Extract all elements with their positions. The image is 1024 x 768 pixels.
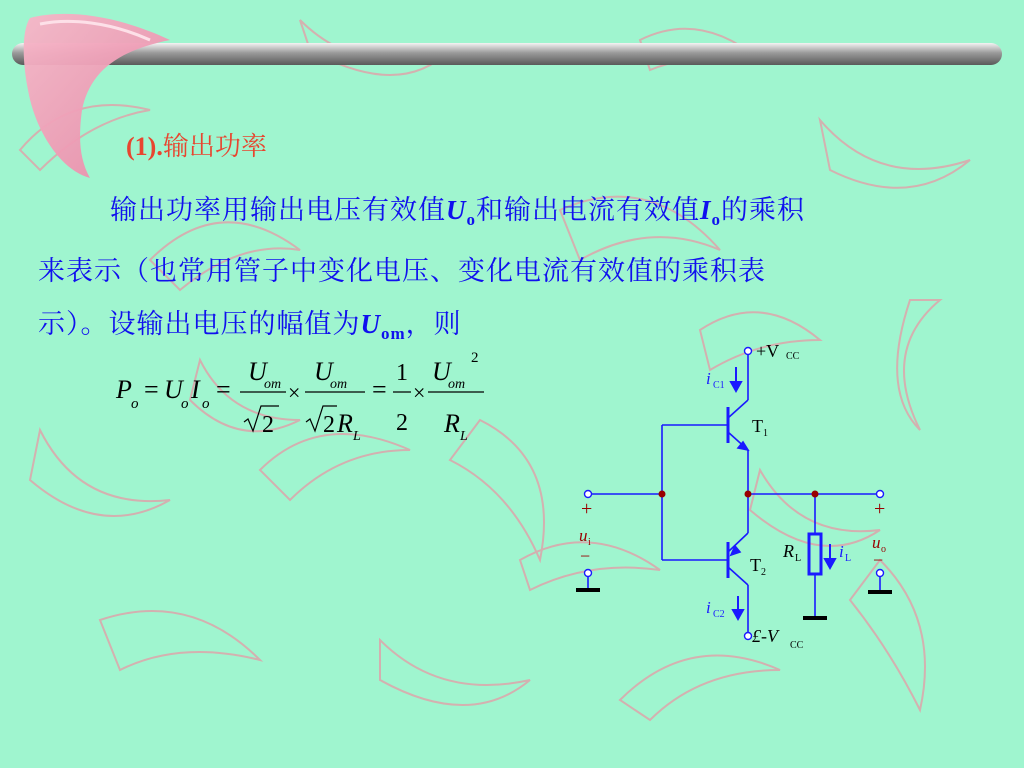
vcc-sub-label: CC bbox=[790, 640, 804, 651]
formula-sub-o: o bbox=[202, 396, 210, 412]
subscript-o: o bbox=[711, 210, 722, 229]
vcc-negative-label: £-V bbox=[752, 626, 778, 646]
formula-sub-om: om bbox=[264, 377, 282, 392]
ic1-sub: C1 bbox=[713, 380, 725, 391]
ui-label: u bbox=[579, 526, 588, 545]
vcc-sub-label: CC bbox=[786, 351, 800, 362]
transistor-t1 bbox=[728, 400, 748, 450]
formula-sub-L: L bbox=[460, 429, 468, 444]
formula-two: 2 bbox=[396, 410, 408, 436]
formula-sub-om: om bbox=[448, 377, 466, 392]
heading-number: (1). bbox=[126, 132, 163, 161]
formula-U: U bbox=[248, 357, 267, 386]
subscript-om: om bbox=[381, 324, 406, 343]
text-segment: 和输出电流有效值 bbox=[476, 195, 700, 226]
symbol-Uom: U bbox=[360, 309, 381, 339]
text-segment: ，则 bbox=[405, 309, 462, 340]
t1-label: T bbox=[752, 416, 763, 436]
formula-P: P bbox=[116, 375, 132, 404]
symbol-U: U bbox=[446, 195, 467, 225]
rl-label: R bbox=[783, 541, 794, 561]
uo-sub: o bbox=[881, 544, 886, 555]
paragraph-line-2: 来表示（也常用管子中变化电压、变化电流有效值的乘积表 bbox=[38, 256, 766, 287]
uo-label: u bbox=[872, 533, 881, 552]
input-plus: + bbox=[581, 498, 593, 520]
transistor-t2 bbox=[728, 533, 748, 585]
formula-times: × bbox=[288, 380, 301, 405]
formula-U: U bbox=[432, 357, 451, 386]
text-segment: 的乘积 bbox=[721, 195, 806, 226]
symbol-I: I bbox=[700, 195, 712, 225]
formula-times: × bbox=[413, 380, 426, 405]
formula-square: 2 bbox=[471, 350, 479, 366]
circuit-wires bbox=[588, 355, 880, 632]
formula-U: U bbox=[164, 375, 183, 404]
formula-sub-om: om bbox=[330, 377, 348, 392]
formula-eq: = bbox=[144, 375, 159, 404]
heading-title: 输出功率 bbox=[162, 132, 267, 162]
formula-U: U bbox=[314, 357, 333, 386]
formula-sqrt2: 2 bbox=[323, 412, 335, 438]
t2-label: T bbox=[750, 555, 761, 575]
formula-eq: = bbox=[216, 375, 231, 404]
t2-sub: 2 bbox=[761, 567, 766, 578]
formula-sub-L: L bbox=[353, 429, 361, 444]
formula-R: R bbox=[444, 409, 460, 438]
t1-sub: 1 bbox=[763, 428, 768, 439]
ic2-sub: C2 bbox=[713, 609, 725, 620]
text-segment: 示）。设输出电压的幅值为 bbox=[38, 309, 361, 340]
rl-sub: L bbox=[795, 553, 802, 564]
formula-sub-o: o bbox=[131, 396, 139, 412]
formula-sub-o: o bbox=[181, 396, 189, 412]
subscript-o: o bbox=[466, 210, 476, 229]
il-sub: L bbox=[845, 553, 852, 564]
output-minus: − bbox=[873, 550, 884, 570]
vcc-positive-label: +V bbox=[756, 341, 780, 361]
output-plus: + bbox=[874, 498, 886, 520]
formula-R: R bbox=[337, 409, 353, 438]
formula-eq: = bbox=[372, 375, 387, 404]
formula-sqrt2: 2 bbox=[262, 412, 274, 438]
il-label: i bbox=[839, 542, 844, 561]
text-segment: 输出功率用输出电压有效值 bbox=[110, 195, 446, 226]
formula-I: I bbox=[191, 375, 200, 404]
ui-sub: i bbox=[588, 537, 591, 548]
load-resistor-rl bbox=[809, 534, 821, 574]
ic2-label: i bbox=[706, 598, 711, 617]
formula-one: 1 bbox=[396, 360, 408, 386]
ic1-label: i bbox=[706, 369, 711, 388]
input-minus: − bbox=[580, 546, 591, 566]
